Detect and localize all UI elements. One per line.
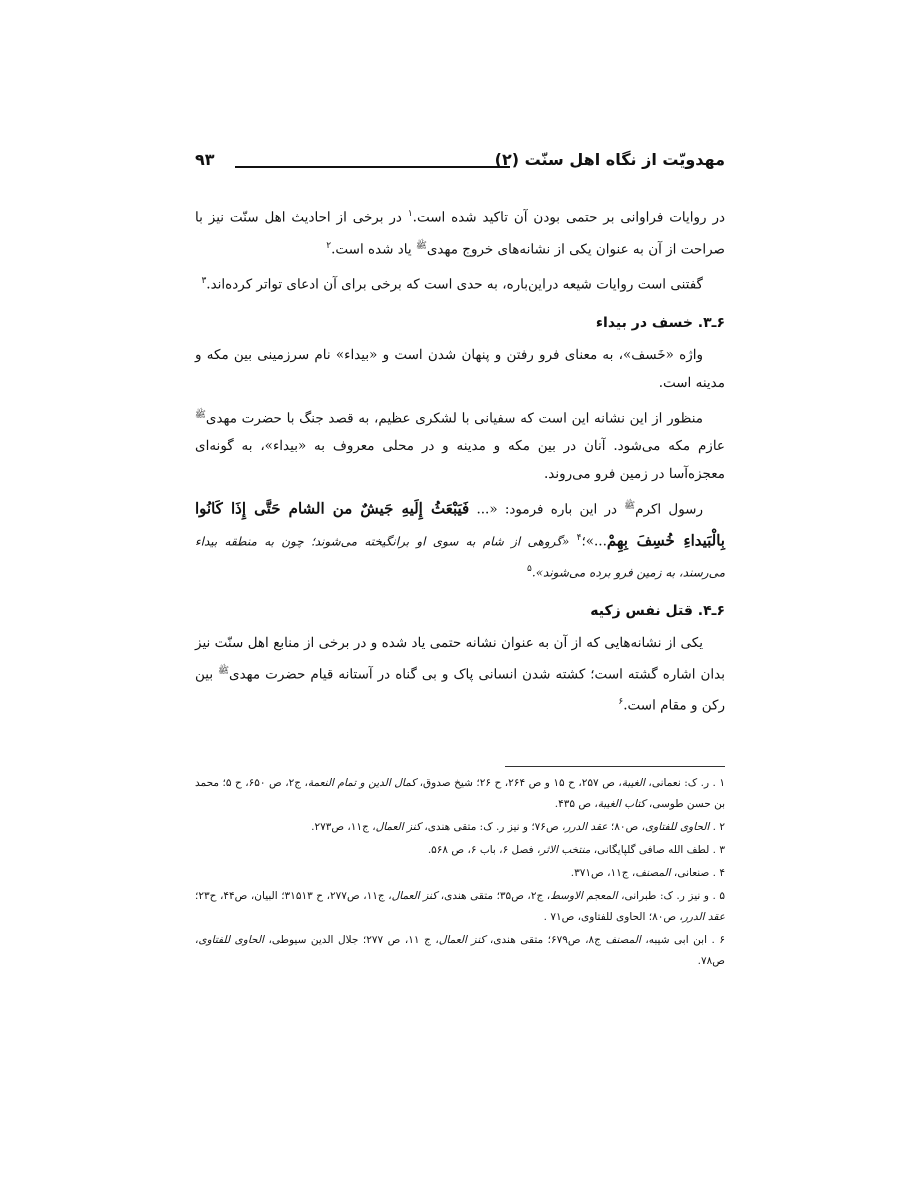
main-text [195,200,725,724]
footnote: ۱ . ر. ک: نعمانی، الغیبة، ص ۲۵۷، ح ۱۵ و ص ۲۶۴، ح ۲۶؛ شیخ صدوق، کمال الدین و تمام النعمة، ج۲، ص ۶۵۰، ح ۵؛ محمد بن حسن طوسی، کتاب الغیبة، ص ۴۳۵. [195,777,726,810]
paragraph-1 [195,200,725,263]
paragraph-3: واژه «خَسف»، به معنای فرو رفتن و پنهان شدن است و «بیداء» نام سرزمینی بین مکه و مدینه است. [195,346,725,391]
running-header [195,150,725,180]
text: در روایات فراوانی بر حتمی بودن آن تاکید شده است. [412,209,725,226]
text: منظور از این نشانه این است که سفیانی با لشکری عظیم، به قصد جنگ با حضرت مهدی [205,410,703,426]
footnotes [195,773,725,974]
text: ...»؛ [581,533,607,549]
footnote: ۵ . و نیز ر. ک: طبرانی، المعجم الاوسط، ج۲، ص۳۵؛ متقی هندی، کنز العمال، ج۱۱، ص۲۷۷، ح ۳۱۵۱۳؛ البیان، ص۴۴، ح۲۳؛ عقد الدرر، ص۸۰؛ الحاوی للفتاوی، ص۷۱ . [195,890,725,923]
hadith-translation: «گروهی از شام به سوی او برانگیخته می‌شوند؛ چون به منطقه بیداء می‌رسند، به زمین فرو برده می‌شوند». [195,534,725,580]
text: بین رکن و مقام است. [195,666,725,714]
text: یاد شده است. [331,241,416,257]
text: رسول اکرم [635,501,704,518]
text: یکی از نشانه‌هایی که از آن به عنوان نشانه حتمی یاد شده و در برخی از منابع اهل سنّت نیز بدان اشاره گشته است؛ کشته شدن انسانی پاک و بی گناه در آستانه قیام حضرت مهدی [195,634,725,682]
footnote-ref[interactable]: ۶ [618,697,624,707]
honorific: ﷺ [415,240,427,251]
paragraph-2 [195,267,725,299]
footnote-ref[interactable]: ۴ [576,532,582,543]
text: در برخی از احادیث اهل سنّت نیز با صراحت از آن به عنوان یکی از نشانه‌های خروج مهدی [195,209,725,257]
paragraph-5 [195,492,725,587]
section-heading-nafs-zakiyya: ۶ـ۴. قتل نفس زکیه [590,602,725,619]
text: در این باره فرمود: «... [469,501,625,518]
header-rule [235,166,510,168]
text: عازم مکه می‌شود. آنان در بین مکه و مدینه و در محلی معروف به «بیداء»، به گونه‌ای معجزه‌آسا در زمین فرو می‌روند. [195,438,725,482]
header-title: مهدویّت از نگاه اهل سنّت (۲) [494,150,725,169]
paragraph-4 [195,401,725,489]
footnote-ref[interactable]: ۵ [527,564,532,574]
honorific: ﷺ [624,501,636,511]
footnote-ref[interactable]: ۲ [326,240,332,251]
footnote-separator [505,766,725,767]
footnote: ۳ . لطف الله صافی گلپایگانی، منتخب الاثر، فصل ۶، باب ۶، ص ۵۶۸. [427,844,725,856]
footnote: ۶ . ابن ابی شیبه، المصنف ج۸، ص۶۷۹؛ متقی هندی، کنز العمال، ج ۱۱، ص ۲۷۷؛ جلال الدین سیوطی، الحاوی للفتاوی، ص۷۸. [195,934,726,967]
text: گفتنی است روایات شیعه دراین‌باره، به حدی است که برخی برای آن ادعای تواتر کرده‌اند. [206,276,703,293]
footnote-ref[interactable]: ۱ [407,209,413,219]
footnote-ref[interactable]: ۳ [201,276,207,286]
footnote: ۴ . صنعانی، المصنف، ج۱۱، ص۳۷۱. [570,867,725,879]
honorific: ﷺ [195,409,206,420]
footnote: ۲ . الحاوی للفتاوی، ص۸۰؛ عقد الدرر، ص۷۶؛ و نیز ر. ک: متقی هندی، کنز العمال، ج۱۱، ص۲۷۳. [311,821,725,833]
honorific: ﷺ [218,665,230,676]
page-number: ۹۳ [195,150,215,169]
section-heading-khasf: ۶ـ۳. خسف در بیداء [595,314,725,331]
paragraph-6 [195,629,725,720]
arabic-hadith: فَيَبْعَثُ إِلَيهِ جَيشٌ من الشام حَتَّى إِذَا كَانُوا بِالْبَيداءِ خُسِفَ بِهِمْ [195,499,725,549]
